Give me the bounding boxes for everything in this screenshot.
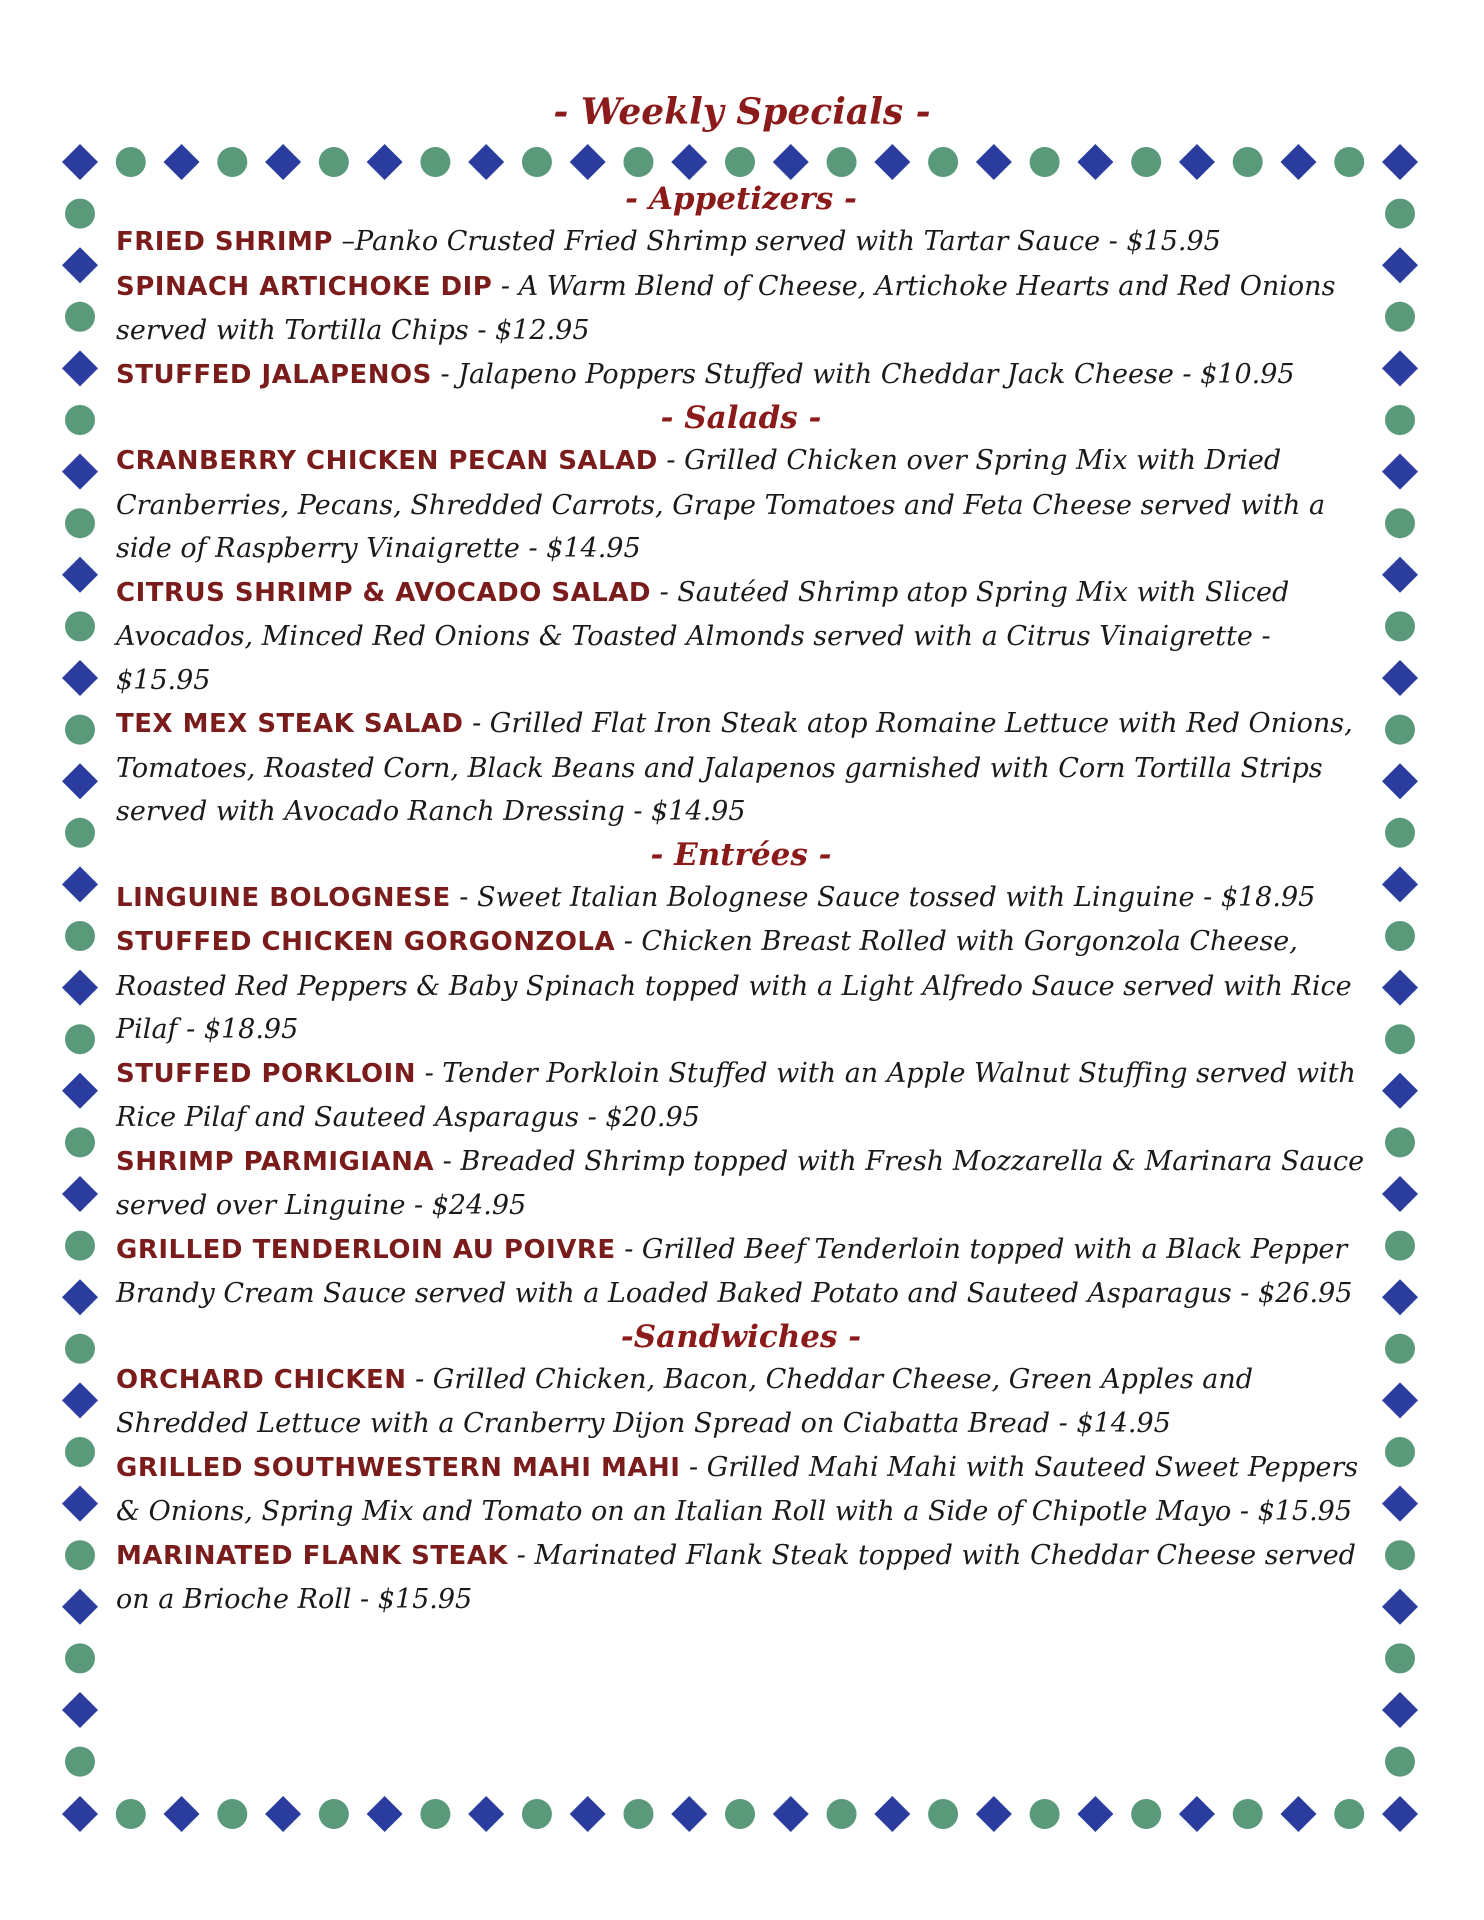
dot-icon bbox=[65, 1127, 95, 1157]
diamond-icon bbox=[1382, 1382, 1418, 1418]
dot-icon bbox=[65, 1437, 95, 1467]
item-description: - Sweet Italian Bolognese Sauce tossed with Linguine - $18.95 bbox=[450, 881, 1316, 913]
diamond-icon bbox=[468, 1796, 504, 1832]
diamond-icon bbox=[164, 144, 200, 180]
menu-item bbox=[116, 1052, 1366, 1140]
diamond-icon bbox=[570, 1796, 606, 1832]
diamond-icon bbox=[62, 454, 98, 490]
dot-icon bbox=[1385, 405, 1415, 435]
item-description: - Grilled Flat Iron Steak atop Romaine Lettuce with Red Onions, Tomatoes, Roasted Corn, Black Beans and Jalapenos garnished with Corn Tortilla Strips served with Avocado Ranch Dressing - $14.95 bbox=[116, 708, 1353, 827]
item-name: STUFFED CHICKEN GORGONZOLA bbox=[116, 927, 616, 957]
diamond-icon bbox=[62, 247, 98, 283]
dot-icon bbox=[319, 1799, 349, 1829]
menu-item bbox=[116, 920, 1366, 1052]
dot-icon bbox=[420, 147, 450, 177]
dot-icon bbox=[827, 147, 857, 177]
diamond-icon bbox=[62, 660, 98, 696]
diamond-icon bbox=[367, 1796, 403, 1832]
menu-item bbox=[116, 876, 1366, 921]
item-name: CRANBERRY CHICKEN PECAN SALAD bbox=[116, 446, 658, 476]
dot-icon bbox=[1385, 1127, 1415, 1157]
section-sandwiches bbox=[116, 1316, 1366, 1622]
menu-item bbox=[116, 265, 1366, 353]
menu-item bbox=[116, 571, 1366, 703]
diamond-icon bbox=[62, 1589, 98, 1625]
diamond-icon bbox=[62, 866, 98, 902]
diamond-icon bbox=[62, 1692, 98, 1728]
dot-icon bbox=[116, 147, 146, 177]
dot-icon bbox=[217, 147, 247, 177]
item-description: - Chicken Breast Rolled with Gorgonzola Cheese, Roasted Red Peppers & Baby Spinach topped with a Light Alfredo Sauce served with Rice Pilaf - $18.95 bbox=[116, 926, 1352, 1045]
diamond-icon bbox=[1077, 1796, 1113, 1832]
menu-content bbox=[116, 178, 1366, 1622]
item-description: - Grilled Beef Tenderloin topped with a Black Pepper Brandy Cream Sauce served with a Loaded Baked Potato and Sauteed Asparagus - $26.95 bbox=[116, 1233, 1353, 1309]
dot-icon bbox=[65, 1334, 95, 1364]
diamond-icon bbox=[62, 1073, 98, 1109]
dot-icon bbox=[1385, 1231, 1415, 1261]
section-heading: - Salads - bbox=[660, 400, 822, 436]
item-name: GRILLED TENDERLOIN AU POIVRE bbox=[116, 1234, 616, 1265]
section-heading: - Appetizers - bbox=[625, 181, 857, 217]
dot-icon bbox=[1385, 508, 1415, 538]
dot-icon bbox=[65, 1231, 95, 1261]
diamond-icon bbox=[468, 144, 504, 180]
diamond-icon bbox=[1077, 144, 1113, 180]
menu-item bbox=[116, 1358, 1366, 1446]
diamond-icon bbox=[1382, 350, 1418, 386]
item-name: LINGUINE BOLOGNESE bbox=[116, 882, 451, 913]
item-description: - Breaded Shrimp topped with Fresh Mozzarella & Marinara Sauce served over Linguine - $24.95 bbox=[116, 1145, 1365, 1221]
diamond-icon bbox=[1382, 1176, 1418, 1212]
diamond-icon bbox=[1382, 1692, 1418, 1728]
dot-icon bbox=[420, 1799, 450, 1829]
diamond-icon bbox=[1382, 247, 1418, 283]
diamond-icon bbox=[570, 144, 606, 180]
item-name: SHRIMP PARMIGIANA bbox=[116, 1146, 435, 1177]
dot-icon bbox=[1385, 199, 1415, 229]
item-name: GRILLED SOUTHWESTERN MAHI MAHI bbox=[116, 1452, 681, 1483]
dot-icon bbox=[1385, 611, 1415, 641]
diamond-icon bbox=[1382, 1279, 1418, 1315]
item-description: - Grilled Chicken, Bacon, Cheddar Cheese, Green Apples and Shredded Lettuce with a Cranberry Dijon Spread on Ciabatta Bread - $14.95 bbox=[116, 1363, 1254, 1439]
dot-icon bbox=[1385, 1024, 1415, 1054]
section-salads bbox=[116, 397, 1366, 834]
dot-icon bbox=[1030, 1799, 1060, 1829]
diamond-icon bbox=[62, 1382, 98, 1418]
diamond-icon bbox=[773, 1796, 809, 1832]
diamond-icon bbox=[1280, 144, 1316, 180]
dot-icon bbox=[65, 818, 95, 848]
dot-icon bbox=[65, 715, 95, 745]
dot-icon bbox=[116, 1799, 146, 1829]
dot-icon bbox=[1385, 1334, 1415, 1364]
item-name: MARINATED FLANK STEAK bbox=[116, 1540, 509, 1571]
dot-icon bbox=[725, 1799, 755, 1829]
item-name: STUFFED JALAPENOS bbox=[116, 359, 432, 390]
item-description: - Grilled Chicken over Spring Mix with Dried Cranberries, Pecans, Shredded Carrots, Grape Tomatoes and Feta Cheese served with a side of Raspberry Vinaigrette - $14.95 bbox=[116, 445, 1326, 564]
diamond-icon bbox=[62, 1796, 98, 1832]
dot-icon bbox=[65, 1747, 95, 1777]
dot-icon bbox=[1334, 147, 1364, 177]
menu-item bbox=[116, 353, 1366, 398]
diamond-icon bbox=[1382, 1589, 1418, 1625]
dot-icon bbox=[65, 508, 95, 538]
diamond-icon bbox=[773, 144, 809, 180]
dot-icon bbox=[1385, 921, 1415, 951]
dot-icon bbox=[1334, 1799, 1364, 1829]
menu-item bbox=[116, 439, 1366, 571]
diamond-icon bbox=[1382, 557, 1418, 593]
item-name: CITRUS SHRIMP & AVOCADO SALAD bbox=[116, 577, 651, 608]
dot-icon bbox=[725, 147, 755, 177]
diamond-icon bbox=[62, 350, 98, 386]
diamond-icon bbox=[1382, 866, 1418, 902]
dot-icon bbox=[1233, 1799, 1263, 1829]
dot-icon bbox=[1385, 1540, 1415, 1570]
menu-item bbox=[116, 702, 1366, 834]
item-description: - Jalapeno Poppers Stuffed with Cheddar Jack Cheese - $10.95 bbox=[431, 358, 1295, 390]
diamond-icon bbox=[1179, 144, 1215, 180]
dot-icon bbox=[928, 1799, 958, 1829]
dot-icon bbox=[827, 1799, 857, 1829]
dot-icon bbox=[65, 1024, 95, 1054]
dot-icon bbox=[1233, 147, 1263, 177]
menu-item bbox=[116, 1140, 1366, 1228]
dot-icon bbox=[65, 1540, 95, 1570]
diamond-icon bbox=[874, 1796, 910, 1832]
section-heading: - Entrées - bbox=[650, 836, 832, 873]
diamond-icon bbox=[1179, 1796, 1215, 1832]
diamond-icon bbox=[1382, 970, 1418, 1006]
dot-icon bbox=[1131, 147, 1161, 177]
dot-icon bbox=[623, 147, 653, 177]
diamond-icon bbox=[1382, 454, 1418, 490]
menu-item bbox=[116, 220, 1366, 265]
diamond-icon bbox=[874, 144, 910, 180]
diamond-icon bbox=[62, 144, 98, 180]
dot-icon bbox=[1030, 147, 1060, 177]
diamond-icon bbox=[62, 970, 98, 1006]
dot-icon bbox=[928, 147, 958, 177]
diamond-icon bbox=[62, 763, 98, 799]
diamond-icon bbox=[1382, 1486, 1418, 1522]
diamond-icon bbox=[976, 144, 1012, 180]
item-description: - Tender Porkloin Stuffed with an Apple Walnut Stuffing served with Rice Pilaf and Sauteed Asparagus - $20.95 bbox=[116, 1057, 1356, 1133]
diamond-icon bbox=[1382, 1796, 1418, 1832]
dot-icon bbox=[65, 921, 95, 951]
item-name: SPINACH ARTICHOKE DIP bbox=[116, 271, 493, 302]
diamond-icon bbox=[265, 144, 301, 180]
item-description: - Sautéed Shrimp atop Spring Mix with Sliced Avocados, Minced Red Onions & Toasted Almonds served with a Citrus Vinaigrette - $15.95 bbox=[116, 576, 1290, 696]
diamond-icon bbox=[671, 1796, 707, 1832]
menu-item bbox=[116, 1228, 1366, 1316]
menu-item bbox=[116, 1446, 1366, 1534]
diamond-icon bbox=[1382, 763, 1418, 799]
diamond-icon bbox=[367, 144, 403, 180]
item-name: ORCHARD CHICKEN bbox=[116, 1364, 407, 1395]
item-name: TEX MEX STEAK SALAD bbox=[116, 709, 464, 739]
item-name: STUFFED PORKLOIN bbox=[116, 1058, 416, 1089]
dot-icon bbox=[1131, 1799, 1161, 1829]
dot-icon bbox=[1385, 1437, 1415, 1467]
item-description: - Marinated Flank Steak topped with Cheddar Cheese served on a Brioche Roll - $15.95 bbox=[116, 1539, 1356, 1615]
item-description: –Panko Crusted Fried Shrimp served with Tartar Sauce - $15.95 bbox=[332, 226, 1221, 257]
diamond-icon bbox=[265, 1796, 301, 1832]
diamond-icon bbox=[164, 1796, 200, 1832]
diamond-icon bbox=[1382, 660, 1418, 696]
diamond-icon bbox=[1382, 1073, 1418, 1109]
dot-icon bbox=[623, 1799, 653, 1829]
section-appetizers bbox=[116, 178, 1366, 397]
dot-icon bbox=[65, 1643, 95, 1673]
section-entrees bbox=[116, 834, 1366, 1316]
dot-icon bbox=[1385, 1643, 1415, 1673]
diamond-icon bbox=[62, 557, 98, 593]
dot-icon bbox=[1385, 1747, 1415, 1777]
dot-icon bbox=[1385, 302, 1415, 332]
item-name: FRIED SHRIMP bbox=[116, 227, 333, 257]
dot-icon bbox=[65, 199, 95, 229]
item-description: - Grilled Mahi Mahi with Sauteed Sweet Peppers & Onions, Spring Mix and Tomato on an Italian Roll with a Side of Chipotle Mayo - $15.95 bbox=[116, 1451, 1359, 1527]
dot-icon bbox=[1385, 715, 1415, 745]
dot-icon bbox=[522, 1799, 552, 1829]
diamond-icon bbox=[62, 1279, 98, 1315]
diamond-icon bbox=[1280, 1796, 1316, 1832]
dot-icon bbox=[319, 147, 349, 177]
diamond-icon bbox=[62, 1176, 98, 1212]
item-description: - A Warm Blend of Cheese, Artichoke Hearts and Red Onions served with Tortilla Chips - $12.95 bbox=[116, 270, 1336, 346]
section-heading: -Sandwiches - bbox=[620, 1318, 862, 1355]
dot-icon bbox=[65, 611, 95, 641]
dot-icon bbox=[65, 302, 95, 332]
dot-icon bbox=[65, 405, 95, 435]
dot-icon bbox=[522, 147, 552, 177]
menu-item bbox=[116, 1534, 1366, 1622]
dot-icon bbox=[217, 1799, 247, 1829]
diamond-icon bbox=[671, 144, 707, 180]
page-title: - Weekly Specials - bbox=[553, 91, 931, 133]
dot-icon bbox=[1385, 818, 1415, 848]
diamond-icon bbox=[62, 1486, 98, 1522]
diamond-icon bbox=[976, 1796, 1012, 1832]
diamond-icon bbox=[1382, 144, 1418, 180]
